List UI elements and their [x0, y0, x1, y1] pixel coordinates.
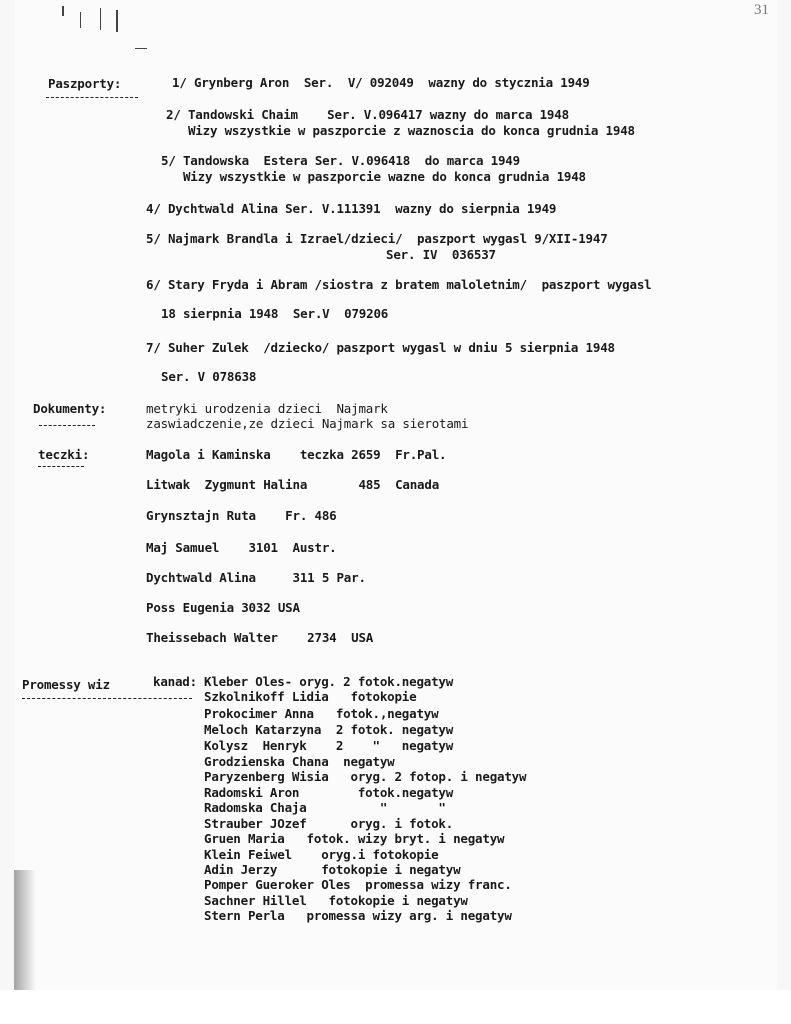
scan-mark — [80, 12, 81, 28]
visa-line: Prokocimer Anna fotok.,negatyw — [204, 706, 439, 721]
visa-line: Klein Feiwel oryg.i fotokopie — [204, 847, 439, 862]
page-margin — [0, 990, 791, 1024]
passport-line: 6/ Stary Fryda i Abram /siostra z bratem maloletnim/ paszport wygasl — [146, 277, 652, 292]
visa-line: Radomska Chaja " " — [204, 800, 446, 815]
folder-line: Magola i Kaminska teczka 2659 Fr.Pal. — [146, 447, 447, 462]
visa-line: Sachner Hillel fotokopie i negatyw — [204, 893, 468, 908]
folder-line: Poss Eugenia 3032 USA — [146, 600, 300, 615]
section-heading-documents: Dokumenty: — [33, 401, 107, 416]
passport-line: 2/ Tandowski Chaim Ser. V.096417 wazny do marca 1948 — [166, 107, 569, 122]
passport-line: Ser. V 078638 — [161, 369, 257, 384]
folder-line: Grynsztajn Ruta Fr. 486 — [146, 508, 337, 523]
passport-line: Wizy wszystkie w paszporcie z waznoscia do konca grudnia 1948 — [166, 123, 635, 138]
page-number: 31 — [754, 2, 769, 18]
folder-line: Litwak Zygmunt Halina 485 Canada — [146, 477, 440, 492]
folder-line: Maj Samuel 3101 Austr. — [146, 540, 337, 555]
visa-line: Paryzenberg Wisia oryg. 2 fotop. i negatyw — [204, 769, 527, 784]
scan-mark — [116, 10, 118, 32]
visa-line: Stern Perla promessa wizy arg. i negatyw — [204, 908, 512, 923]
folder-line: Dychtwald Alina 311 5 Par. — [146, 570, 366, 585]
scan-mark — [135, 48, 147, 49]
section-heading-folders: teczki: — [38, 447, 90, 462]
visa-line: Kleber Oles- oryg. 2 fotok.negatyw — [204, 674, 454, 689]
section-subheading-canada: kanad: — [153, 674, 197, 689]
passport-line: 5/ Tandowska Estera Ser. V.096418 do marca 1949 — [161, 153, 520, 168]
visa-line: Szkolnikoff Lidia fotokopie — [204, 689, 417, 704]
passport-line: Ser. IV 036537 — [386, 247, 496, 262]
visa-line: Kolysz Henryk 2 " negatyw — [204, 738, 454, 753]
scan-shadow — [14, 870, 36, 990]
document-line: metryki urodzenia dzieci Najmark — [146, 401, 388, 416]
heading-underline — [39, 425, 95, 426]
section-heading-visa-promises: Promessy wiz — [22, 677, 110, 692]
heading-underline — [46, 97, 138, 98]
scan-mark — [100, 8, 101, 30]
visa-line: Meloch Katarzyna 2 fotok. negatyw — [204, 722, 454, 737]
heading-underline — [22, 698, 192, 699]
passport-line: 18 sierpnia 1948 Ser.V 079206 — [161, 306, 389, 321]
heading-underline — [38, 466, 84, 467]
passport-line: Wizy wszystkie w paszporcie wazne do konca grudnia 1948 — [161, 169, 586, 184]
document-line: zaswiadczenie,ze dzieci Najmark sa sierotami — [146, 416, 469, 431]
visa-line: Grodzienska Chana negatyw — [204, 754, 395, 769]
visa-line: Gruen Maria fotok. wizy bryt. i negatyw — [204, 831, 505, 846]
passport-line: 1/ Grynberg Aron Ser. V/ 092049 wazny do stycznia 1949 — [172, 75, 590, 90]
visa-line: Adin Jerzy fotokopie i negatyw — [204, 862, 461, 877]
folder-line: Theissebach Walter 2734 USA — [146, 630, 374, 645]
visa-line: Radomski Aron fotok.negatyw — [204, 785, 454, 800]
passport-line: 4/ Dychtwald Alina Ser. V.111391 wazny do sierpnia 1949 — [146, 201, 557, 216]
visa-line: Pomper Gueroker Oles promessa wizy franc. — [204, 877, 512, 892]
visa-line: Strauber JOzef oryg. i fotok. — [204, 816, 454, 831]
passport-line: 5/ Najmark Brandla i Izrael/dzieci/ paszport wygasl 9/XII-1947 — [146, 231, 608, 246]
scan-mark — [62, 6, 64, 16]
passport-line: 7/ Suher Zulek /dziecko/ paszport wygasl w dniu 5 sierpnia 1948 — [146, 340, 615, 355]
section-heading-passports: Paszporty: — [48, 76, 122, 91]
